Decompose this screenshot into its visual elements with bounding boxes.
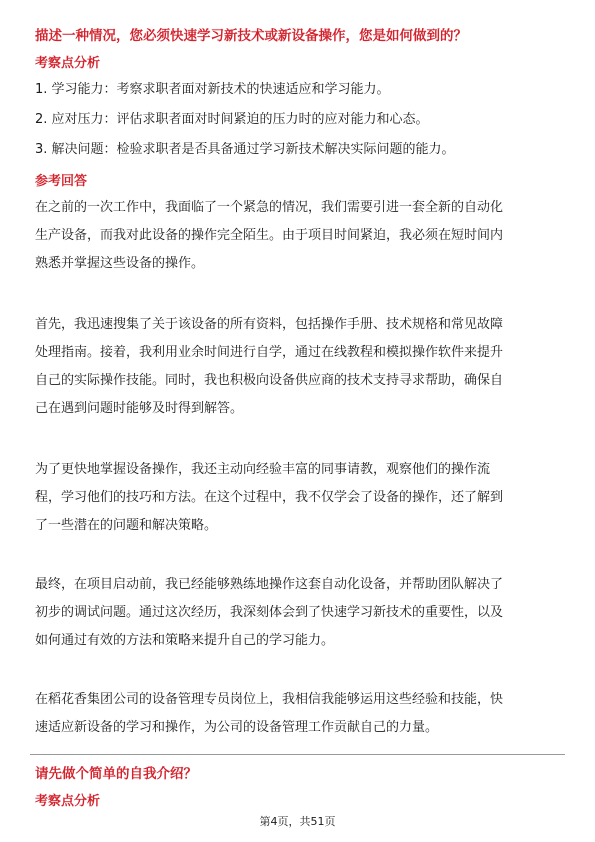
question-title: 请先做个简单的自我介绍？ [35, 766, 197, 782]
answer-line: 熟悉并掌握这些设备的操作。 [35, 256, 205, 271]
answer-line: 在稻花香集团公司的设备管理专员岗位上，我相信我能够运用这些经验和技能，快 [35, 692, 504, 707]
answer-line: 了一些潜在的问题和解决策略。 [35, 518, 218, 533]
answer-line: 如何通过有效的方法和策略来提升自己的学习能力。 [35, 633, 335, 648]
answer-line: 在之前的一次工作中，我面临了一个紧急的情况，我们需要引进一套全新的自动化 [35, 200, 504, 215]
answer-line: 最终，在项目启动前，我已经能够熟练地操作这套自动化设备，并帮助团队解决了 [35, 577, 504, 592]
analysis-point: 2. 应对压力：评估求职者面对时间紧迫的压力时的应对能力和心态。 [35, 112, 429, 127]
answer-line: 程，学习他们的技巧和方法。在这个过程中，我不仅学会了设备的操作，还了解到 [35, 490, 504, 505]
page-number: 第4页，共51页 [259, 815, 336, 828]
answer-line: 首先，我迅速搜集了关于该设备的所有资料，包括操作手册、技术规格和常见故障 [35, 317, 504, 332]
analysis-heading: 考察点分析 [35, 56, 101, 71]
analysis-heading: 考察点分析 [35, 794, 101, 809]
answer-line: 处理指南。接着，我利用业余时间进行自学，通过在线教程和模拟操作软件来提升 [35, 345, 504, 360]
answer-line: 速适应新设备的学习和操作，为公司的设备管理工作贡献自己的力量。 [35, 720, 439, 735]
analysis-point: 1. 学习能力：考察求职者面对新技术的快速适应和学习能力。 [35, 82, 390, 97]
answer-line: 自己的实际操作技能。同时，我也积极向设备供应商的技术支持寻求帮助，确保自 [35, 373, 504, 388]
answer-line: 生产设备，而我对此设备的操作完全陌生。由于项目时间紧迫，我必须在短时间内 [35, 228, 504, 243]
analysis-point: 3. 解决问题：检验求职者是否具备通过学习新技术解决实际问题的能力。 [35, 142, 455, 157]
section-divider [30, 754, 565, 755]
answer-line: 为了更快地掌握设备操作，我还主动向经验丰富的同事请教，观察他们的操作流 [35, 462, 491, 477]
question-title: 描述一种情况，您必须快速学习新技术或新设备操作，您是如何做到的？ [35, 28, 467, 44]
answer-heading: 参考回答 [35, 174, 88, 189]
answer-line: 初步的调试问题。通过这次经历，我深刻体会到了快速学习新技术的重要性，以及 [35, 605, 504, 620]
answer-line: 己在遇到问题时能够及时得到解答。 [35, 401, 244, 416]
